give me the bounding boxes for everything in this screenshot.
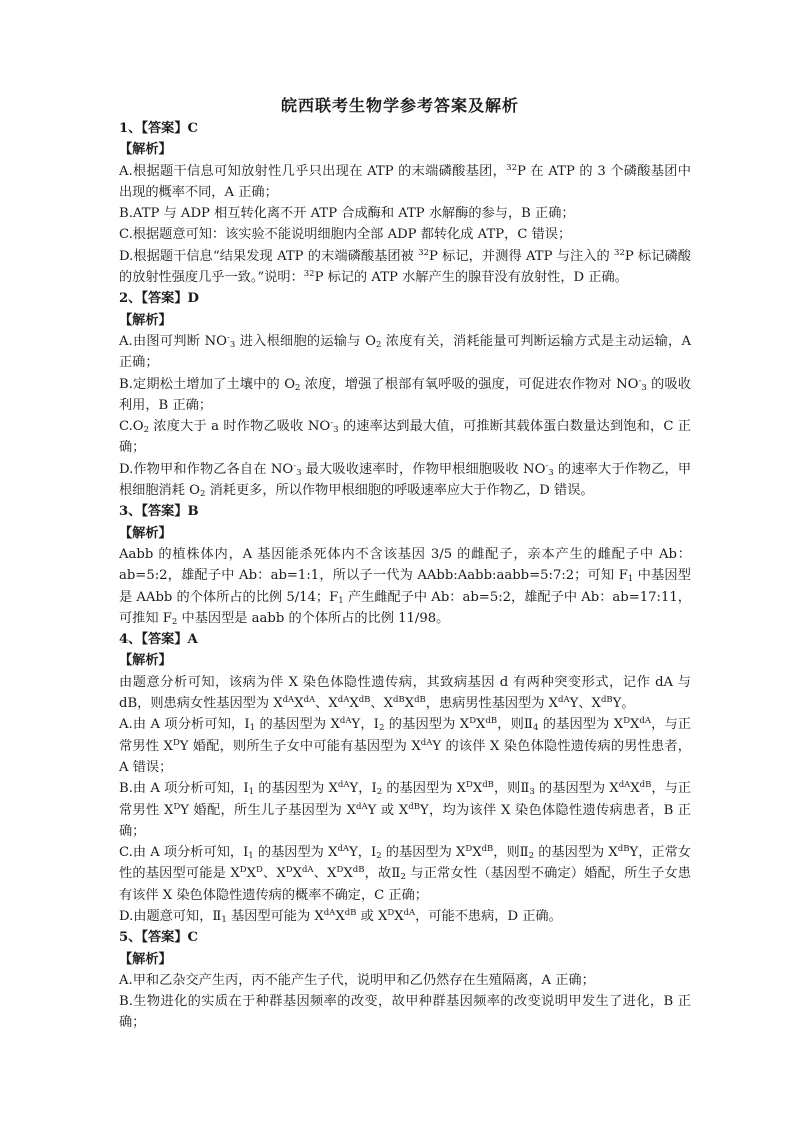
analysis-paragraph: D.根据题干信息“结果发现 ATP 的末端磷酸基团被 $^{32}$P 标记，并测得 ATP 与注入的 $^{32}$P 标记磷酸的放射性强度几乎一致。”说明：$^{32}$P 标记的 ATP 水解产生的腺苷没有放射性，D 正确。 bbox=[119, 247, 691, 286]
analysis-label: 【解析】 bbox=[119, 525, 172, 541]
analysis-label: 【解析】 bbox=[119, 951, 172, 967]
analysis-paragraph: C.由 A 项分析可知，$Ⅰ_1$ 的基因型为 $X^{dA}Y$，$Ⅰ_2$ 的基因型为 $X^DX^{dB}$，则$Ⅱ_2$ 的基因型为 $X^{dB}Y$，正常女性的基因型可能是 $X^DX^D$、$X^DX^{dA}$、$X^DX^{dB}$，故$Ⅱ_2$ 与正常女性（基因型不确定）婚配，所生子女患有该伴 X 染色体隐性遗传病的概率不确定，C 正确； bbox=[119, 844, 691, 903]
analysis-paragraph: B.由 A 项分析可知，$Ⅰ_1$ 的基因型为 $X^{dA}Y$，$Ⅰ_2$ 的基因型为 $X^DX^{dB}$，则$Ⅱ_3$ 的基因型为 $X^{dA}X^{dB}$，与正常男性 $X^DY$ 婚配，所生儿子基因型为 $X^{dA}Y$ 或 $X^{dB}Y$，均为该伴 X 染色体隐性遗传病患者，B 正确； bbox=[119, 780, 691, 839]
answer-heading: 4、【答案】A bbox=[119, 632, 198, 648]
answer-heading: 3、【答案】B bbox=[119, 504, 199, 520]
analysis-paragraph: D.由题意可知，$Ⅱ_1$ 基因型可能为 $X^{dA}X^{dB}$ 或 $X^DX^{dA}$，可能不患病，D 正确。 bbox=[119, 907, 562, 925]
answer-heading: 1、【答案】C bbox=[119, 121, 199, 136]
document-body bbox=[119, 118, 691, 1034]
document-title: 皖西联考生物学参考答案及解析 bbox=[280, 96, 519, 115]
analysis-paragraph: A.由图可判断 $NO^-_3$ 进入根细胞的运输与 $O_2$ 浓度有关，消耗能量可判断运输方式是主动运输，A 正确； bbox=[119, 332, 692, 371]
analysis-paragraph: $C.O_2$ 浓度大于 a 时作物乙吸收 $NO^-_3$ 的速率达到最大值，可推断其载体蛋白数量达到饱和，C 正确； bbox=[119, 418, 691, 456]
analysis-paragraph: B.定期松土增加了土壤中的 $O_2$ 浓度，增强了根部有氧呼吸的强度，可促进农作物对 $NO^-_3$ 的吸收利用，B 正确； bbox=[119, 375, 691, 413]
analysis-label: 【解析】 bbox=[119, 142, 172, 158]
analysis-label: 【解析】 bbox=[119, 312, 172, 328]
analysis-paragraph: B.ATP 与 ADP 相互转化离不开 ATP 合成酶和 ATP 水解酶的参与，B 正确； bbox=[119, 206, 575, 222]
answer-heading: 5、【答案】C bbox=[119, 930, 199, 946]
answer-heading: 2、【答案】D bbox=[119, 291, 199, 307]
analysis-paragraph: A.甲和乙杂交产生丙，丙不能产生子代，说明甲和乙仍然存在生殖隔离，A 正确； bbox=[119, 972, 595, 988]
analysis-paragraph: A.由 A 项分析可知，$Ⅰ_1$ 的基因型为 $X^{dA}Y$，$Ⅰ_2$ 的基因型为 $X^DX^{dB}$，则$Ⅱ_4$ 的基因型为 $X^DX^{dA}$，与正常男性 $X^DY$ 婚配，则所生子女中可能有基因型为 $X^{dA}Y$ 的该伴 X 染色体隐性遗传病的男性患者，A 错误； bbox=[119, 716, 691, 775]
analysis-paragraph: Aabb 的植株体内，A 基因能杀死体内不含该基因 3/5 的雌配子，亲本产生的雌配子中 Ab：ab=5:2，雄配子中 Ab：ab=1:1，所以子一代为 AAbb:Aabb:aabb=5:7:2；可知 $F_1$ 中基因型是 AAbb 的个体所占的比例 5/14；$F_1$ 产生雌配子中 Ab：ab=5:2，雄配子中 Ab：ab=17:11，可推知 $F_2$ 中基因型是 aabb 的个体所占的比例 11/98。 bbox=[119, 546, 691, 627]
analysis-paragraph: B.生物进化的实质在于种群基因频率的改变，故甲种群基因频率的改变说明甲发生了进化，B 正确； bbox=[119, 994, 691, 1031]
analysis-label: 【解析】 bbox=[119, 653, 172, 669]
analysis-paragraph: 由题意分析可知，该病为伴 X 染色体隐性遗传病，其致病基因 d 有两种突变形式，记作 dA 与 dB，则患病女性基因型为 $X^{dA}X^{dA}$、$X^{dA}X^{dB}$、$X^{dB}X^{dB}$，患病男性基因型为 $X^{dA}Y$、$X^{dB}Y$。 bbox=[119, 674, 691, 712]
analysis-paragraph: C.根据题意可知：该实验不能说明细胞内全部 ADP 都转化成 ATP，C 错误； bbox=[119, 227, 572, 243]
analysis-paragraph: D.作物甲和作物乙各自在 $NO^-_3$ 最大吸收速率时，作物甲根细胞吸收 $NO^-_3$ 的速率大于作物乙，甲根细胞消耗 $O_2$ 消耗更多，所以作物甲根细胞的呼吸速率应大于作物乙，D 错误。 bbox=[119, 460, 692, 500]
analysis-paragraph: A.根据题干信息可知放射性几乎只出现在 ATP 的末端磷酸基团，$^{32}$P 在 ATP 的 3 个磷酸基团中出现的概率不同，A 正确； bbox=[119, 162, 691, 200]
